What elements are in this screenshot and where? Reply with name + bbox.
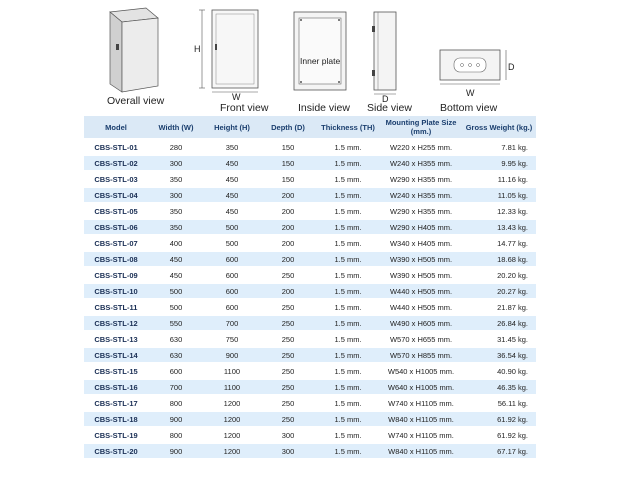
cell-mounting-plate: W340 x H405 mm. bbox=[389, 238, 453, 248]
cell-gross-weight: 13.43 kg. bbox=[462, 220, 536, 234]
cell-mounting-plate: W240 x H355 mm. bbox=[380, 188, 462, 202]
table-row bbox=[84, 284, 536, 298]
cell-depth: 200 bbox=[281, 238, 295, 248]
cell-model: CBS-STL-19 bbox=[94, 430, 138, 440]
cell-mounting-plate: W490 x H605 mm. bbox=[380, 316, 462, 330]
cell-height: 600 bbox=[204, 252, 260, 266]
cell-depth: 250 bbox=[260, 316, 316, 330]
cell-gross-weight: 12.33 kg. bbox=[497, 206, 528, 216]
cell-width: 600 bbox=[169, 366, 183, 376]
cell-thickness: 1.5 mm. bbox=[316, 252, 380, 266]
side-depth-label: D bbox=[382, 94, 389, 104]
cell-thickness: 1.5 mm. bbox=[334, 206, 362, 216]
cell-thickness: 1.5 mm. bbox=[316, 284, 380, 298]
cell-model: CBS-STL-08 bbox=[84, 252, 148, 266]
cell-thickness: 1.5 mm. bbox=[334, 174, 362, 184]
table-row bbox=[84, 140, 536, 154]
cell-model: CBS-STL-14 bbox=[84, 348, 148, 362]
cell-gross-weight: 21.87 kg. bbox=[497, 302, 528, 312]
front-view-caption: Front view bbox=[220, 102, 269, 112]
column-header-depth: Depth (D) bbox=[260, 116, 316, 138]
cell-depth: 200 bbox=[260, 284, 316, 298]
cell-height: 450 bbox=[225, 206, 239, 216]
cell-mounting-plate: W390 x H505 mm. bbox=[389, 270, 453, 280]
cell-width: 630 bbox=[148, 348, 204, 362]
table-row bbox=[84, 444, 536, 458]
cell-model: CBS-STL-18 bbox=[84, 412, 148, 426]
cell-thickness: 1.5 mm. bbox=[316, 348, 380, 362]
cell-thickness: 1.5 mm. bbox=[334, 142, 362, 152]
bottom-width-label: W bbox=[466, 88, 475, 98]
cell-depth: 250 bbox=[260, 380, 316, 394]
cell-mounting-plate: W240 x H355 mm. bbox=[380, 156, 462, 170]
cell-gross-weight: 36.54 kg. bbox=[462, 348, 536, 362]
table-row bbox=[84, 252, 536, 266]
cell-gross-weight: 20.27 kg. bbox=[462, 284, 536, 298]
cell-depth: 200 bbox=[260, 220, 316, 234]
cell-thickness: 1.5 mm. bbox=[334, 366, 362, 376]
cell-mounting-plate: W570 x H655 mm. bbox=[389, 334, 453, 344]
cell-gross-weight: 40.90 kg. bbox=[497, 366, 528, 376]
cell-thickness: 1.5 mm. bbox=[316, 156, 380, 170]
cell-gross-weight: 20.20 kg. bbox=[497, 270, 528, 280]
table-row bbox=[84, 364, 536, 378]
cell-depth: 150 bbox=[260, 156, 316, 170]
cell-width: 280 bbox=[169, 142, 183, 152]
table-body bbox=[84, 140, 536, 458]
cell-height: 450 bbox=[204, 156, 260, 170]
table-row bbox=[84, 428, 536, 442]
cell-thickness: 1.5 mm. bbox=[316, 380, 380, 394]
cell-gross-weight: 61.92 kg. bbox=[462, 412, 536, 426]
overall-view-drawing bbox=[96, 4, 176, 112]
cell-model: CBS-STL-07 bbox=[94, 238, 138, 248]
table-row bbox=[84, 172, 536, 186]
cell-height: 1200 bbox=[204, 412, 260, 426]
cell-width: 450 bbox=[148, 252, 204, 266]
side-view-caption: Side view bbox=[367, 102, 412, 112]
cell-thickness: 1.5 mm. bbox=[316, 412, 380, 426]
bottom-view bbox=[432, 4, 528, 112]
cell-model: CBS-STL-17 bbox=[94, 398, 138, 408]
table-row bbox=[84, 316, 536, 330]
side-view-drawing bbox=[362, 4, 412, 112]
cell-height: 700 bbox=[204, 316, 260, 330]
cell-depth: 250 bbox=[281, 398, 295, 408]
table-row bbox=[84, 332, 536, 346]
cell-thickness: 1.5 mm. bbox=[334, 302, 362, 312]
table-header bbox=[84, 116, 536, 138]
cell-width: 300 bbox=[148, 156, 204, 170]
cell-depth: 200 bbox=[260, 188, 316, 202]
cell-depth: 250 bbox=[260, 348, 316, 362]
cell-depth: 300 bbox=[281, 430, 295, 440]
cell-gross-weight: 56.11 kg. bbox=[497, 398, 528, 408]
header-row bbox=[84, 116, 536, 138]
cell-thickness: 1.5 mm. bbox=[334, 430, 362, 440]
drawing-views bbox=[0, 0, 622, 112]
cell-height: 500 bbox=[225, 238, 239, 248]
cell-model: CBS-STL-16 bbox=[84, 380, 148, 394]
cell-thickness: 1.5 mm. bbox=[334, 334, 362, 344]
cell-height: 900 bbox=[204, 348, 260, 362]
cell-gross-weight: 18.68 kg. bbox=[462, 252, 536, 266]
cell-width: 800 bbox=[169, 398, 183, 408]
cell-width: 500 bbox=[169, 302, 183, 312]
table-row bbox=[84, 396, 536, 410]
cell-thickness: 1.5 mm. bbox=[316, 188, 380, 202]
cell-depth: 250 bbox=[281, 366, 295, 376]
table-row bbox=[84, 156, 536, 170]
cell-thickness: 1.5 mm. bbox=[316, 444, 380, 458]
cell-depth: 250 bbox=[281, 270, 295, 280]
specification-table bbox=[84, 114, 536, 460]
cell-width: 350 bbox=[148, 220, 204, 234]
table-row bbox=[84, 236, 536, 250]
bottom-depth-label: D bbox=[508, 62, 515, 72]
cell-mounting-plate: W290 x H355 mm. bbox=[389, 206, 453, 216]
column-header-model: Model bbox=[84, 116, 148, 138]
table-row bbox=[84, 380, 536, 394]
cell-mounting-plate: W220 x H255 mm. bbox=[389, 142, 453, 152]
column-header-gross-weight: Gross Weight (kg.) bbox=[462, 116, 536, 138]
table-row bbox=[84, 300, 536, 314]
cell-height: 600 bbox=[225, 302, 239, 312]
column-header-height: Height (H) bbox=[204, 116, 260, 138]
cell-thickness: 1.5 mm. bbox=[334, 270, 362, 280]
cell-gross-weight: 61.92 kg. bbox=[497, 430, 528, 440]
cell-mounting-plate: W840 x H1105 mm. bbox=[380, 444, 462, 458]
cell-depth: 300 bbox=[260, 444, 316, 458]
cell-height: 500 bbox=[204, 220, 260, 234]
table-row bbox=[84, 348, 536, 362]
cell-model: CBS-STL-03 bbox=[94, 174, 138, 184]
cell-mounting-plate: W840 x H1105 mm. bbox=[380, 412, 462, 426]
cell-mounting-plate: W440 x H505 mm. bbox=[380, 284, 462, 298]
cell-model: CBS-STL-11 bbox=[94, 302, 138, 312]
cell-height: 1200 bbox=[204, 444, 260, 458]
table-row bbox=[84, 268, 536, 282]
cell-model: CBS-STL-04 bbox=[84, 188, 148, 202]
cell-gross-weight: 14.77 kg. bbox=[497, 238, 528, 248]
bottom-view-caption: Bottom view bbox=[440, 102, 498, 112]
cell-model: CBS-STL-05 bbox=[94, 206, 138, 216]
front-view bbox=[190, 4, 280, 112]
column-header-width: Width (W) bbox=[148, 116, 204, 138]
inner-plate-label: Inner plate bbox=[300, 56, 341, 66]
table-row bbox=[84, 220, 536, 234]
cell-thickness: 1.5 mm. bbox=[316, 220, 380, 234]
cell-mounting-plate: W290 x H355 mm. bbox=[389, 174, 453, 184]
cell-thickness: 1.5 mm. bbox=[316, 316, 380, 330]
cell-gross-weight: 11.05 kg. bbox=[462, 188, 536, 202]
cell-height: 1200 bbox=[223, 398, 241, 408]
cell-thickness: 1.5 mm. bbox=[334, 238, 362, 248]
cell-mounting-plate: W290 x H405 mm. bbox=[380, 220, 462, 234]
cell-width: 300 bbox=[148, 188, 204, 202]
bottom-view-drawing bbox=[432, 4, 528, 112]
cell-model: CBS-STL-20 bbox=[84, 444, 148, 458]
inside-view bbox=[288, 4, 358, 112]
cell-height: 350 bbox=[225, 142, 239, 152]
cell-height: 450 bbox=[225, 174, 239, 184]
cell-model: CBS-STL-12 bbox=[84, 316, 148, 330]
cell-width: 900 bbox=[148, 444, 204, 458]
cell-depth: 150 bbox=[281, 174, 295, 184]
cell-depth: 250 bbox=[281, 302, 295, 312]
cell-depth: 200 bbox=[281, 206, 295, 216]
cell-mounting-plate: W740 x H1105 mm. bbox=[388, 398, 454, 408]
overall-view-caption: Overall view bbox=[107, 95, 165, 107]
cell-depth: 250 bbox=[281, 334, 295, 344]
cell-width: 630 bbox=[169, 334, 183, 344]
cell-width: 550 bbox=[148, 316, 204, 330]
cell-width: 400 bbox=[169, 238, 183, 248]
inside-view-drawing bbox=[288, 4, 358, 112]
cell-width: 450 bbox=[169, 270, 183, 280]
cell-model: CBS-STL-01 bbox=[94, 142, 138, 152]
front-width-label: W bbox=[232, 92, 241, 102]
cell-model: CBS-STL-13 bbox=[94, 334, 138, 344]
cell-mounting-plate: W640 x H1005 mm. bbox=[380, 380, 462, 394]
cell-width: 350 bbox=[169, 206, 183, 216]
cell-gross-weight: 26.84 kg. bbox=[462, 316, 536, 330]
cell-height: 600 bbox=[204, 284, 260, 298]
cell-mounting-plate: W440 x H505 mm. bbox=[389, 302, 453, 312]
cell-thickness: 1.5 mm. bbox=[334, 398, 362, 408]
front-view-drawing bbox=[190, 4, 280, 112]
cell-model: CBS-STL-09 bbox=[94, 270, 138, 280]
cell-mounting-plate: W570 x H855 mm. bbox=[380, 348, 462, 362]
cell-width: 900 bbox=[148, 412, 204, 426]
cell-height: 450 bbox=[204, 188, 260, 202]
cell-height: 600 bbox=[225, 270, 239, 280]
cell-gross-weight: 67.17 kg. bbox=[462, 444, 536, 458]
cell-gross-weight: 7.81 kg. bbox=[501, 142, 528, 152]
cell-depth: 150 bbox=[281, 142, 295, 152]
cell-model: CBS-STL-02 bbox=[84, 156, 148, 170]
table-row bbox=[84, 204, 536, 218]
cell-height: 1200 bbox=[223, 430, 241, 440]
cell-width: 700 bbox=[148, 380, 204, 394]
cell-width: 350 bbox=[169, 174, 183, 184]
table-row bbox=[84, 188, 536, 202]
cell-gross-weight: 46.35 kg. bbox=[462, 380, 536, 394]
column-header-thickness: Thickness (TH) bbox=[316, 116, 380, 138]
cell-gross-weight: 11.16 kg. bbox=[497, 174, 528, 184]
column-header-mounting-plate: Mounting Plate Size (mm.) bbox=[380, 116, 462, 138]
inside-view-caption: Inside view bbox=[298, 102, 350, 112]
cell-height: 1100 bbox=[204, 380, 260, 394]
cell-height: 750 bbox=[225, 334, 239, 344]
cell-mounting-plate: W390 x H505 mm. bbox=[380, 252, 462, 266]
side-view bbox=[362, 4, 412, 112]
cell-model: CBS-STL-06 bbox=[84, 220, 148, 234]
cell-width: 800 bbox=[169, 430, 183, 440]
cell-height: 1100 bbox=[223, 366, 241, 376]
table-row bbox=[84, 412, 536, 426]
cell-mounting-plate: W540 x H1005 mm. bbox=[387, 366, 455, 376]
overall-view bbox=[96, 4, 176, 112]
cell-depth: 200 bbox=[260, 252, 316, 266]
cell-gross-weight: 9.95 kg. bbox=[462, 156, 536, 170]
cell-width: 500 bbox=[148, 284, 204, 298]
cell-gross-weight: 31.45 kg. bbox=[497, 334, 528, 344]
cell-model: CBS-STL-10 bbox=[84, 284, 148, 298]
cell-model: CBS-STL-15 bbox=[94, 366, 138, 376]
cell-mounting-plate: W740 x H1105 mm. bbox=[388, 430, 454, 440]
front-height-label: H bbox=[194, 44, 201, 54]
cell-depth: 250 bbox=[260, 412, 316, 426]
